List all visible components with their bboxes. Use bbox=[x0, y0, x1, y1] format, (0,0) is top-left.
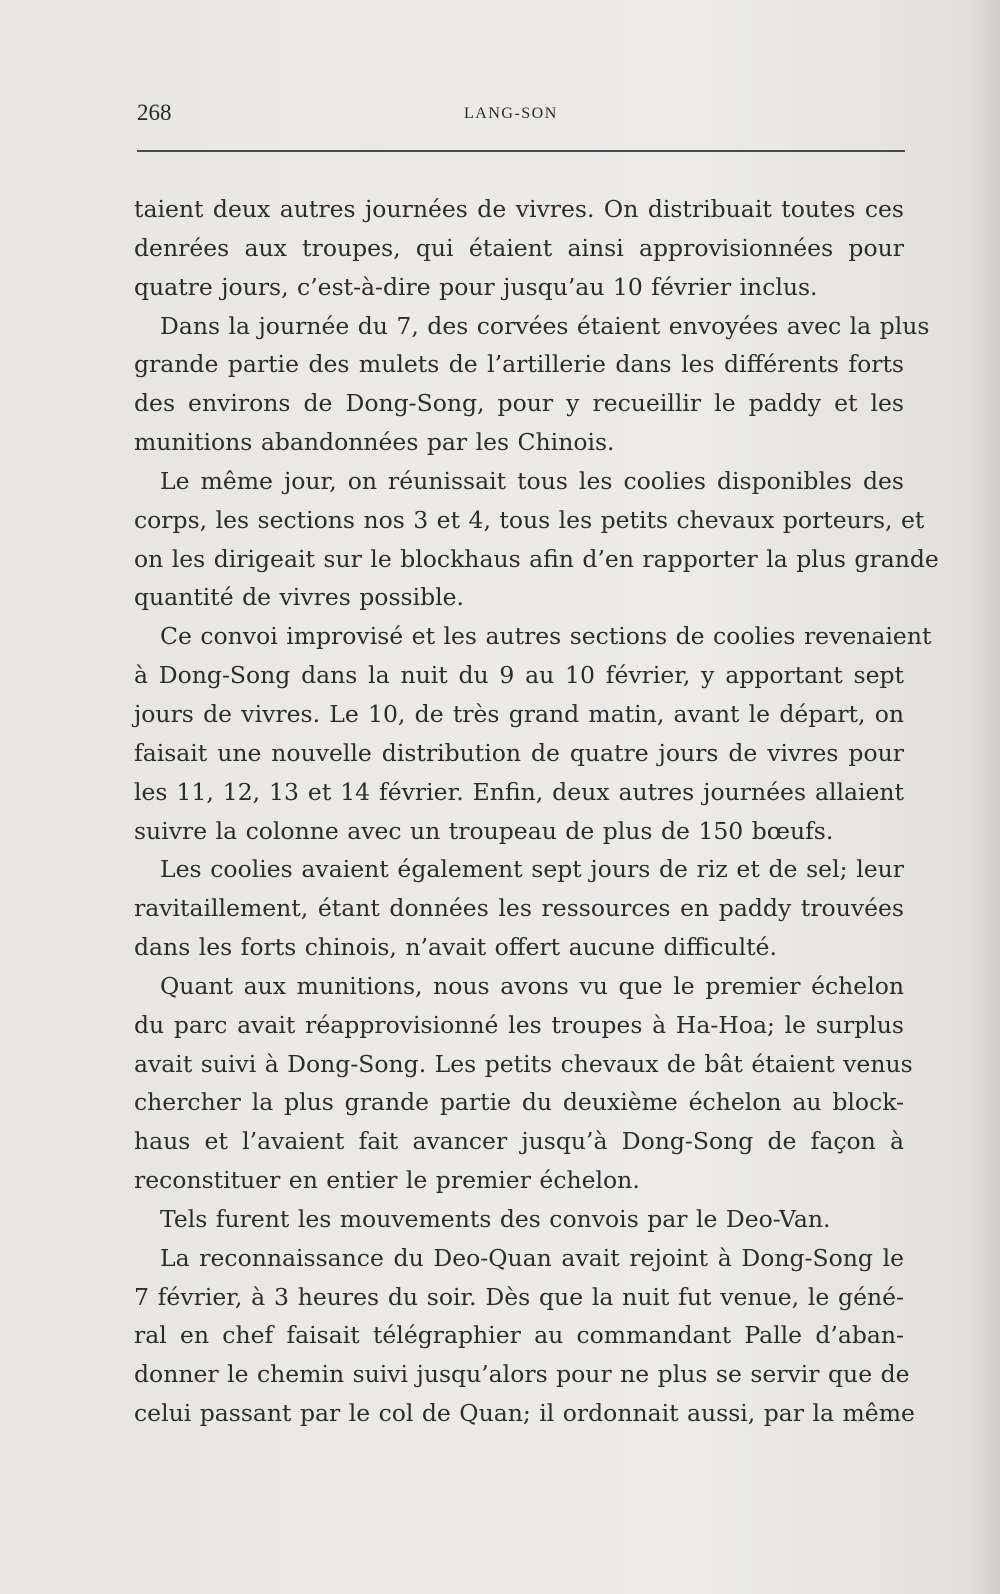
text-line: avait suivi à Dong-Song. Les petits chevaux de bât étaient venus bbox=[134, 1049, 913, 1078]
text-line: ral en chef faisait télégraphier au commandant Palle d’aban- bbox=[134, 1321, 904, 1350]
text-line: dans les forts chinois, n’avait offert aucune difficulté. bbox=[134, 933, 777, 962]
page-header bbox=[137, 100, 905, 130]
text-line: denrées aux troupes, qui étaient ainsi approvisionnées pour bbox=[134, 233, 904, 262]
text-line: donner le chemin suivi jusqu’alors pour ne plus se servir que de bbox=[134, 1360, 910, 1389]
text-line: des environs de Dong-Song, pour y recueillir le paddy et les bbox=[134, 389, 904, 418]
text-line: Le même jour, on réunissait tous les coolies disponibles des bbox=[160, 466, 904, 495]
text-line: grande partie des mulets de l’artillerie dans les différents forts bbox=[134, 350, 904, 379]
page-number: 268 bbox=[137, 100, 172, 125]
text-line: les 11, 12, 13 et 14 février. Enfin, deux autres journées allaient bbox=[134, 777, 904, 806]
text-line: Quant aux munitions, nous avons vu que le premier échelon bbox=[160, 971, 904, 1000]
text-line: quatre jours, c’est-à-dire pour jusqu’au 10 février inclus. bbox=[134, 272, 818, 301]
text-line: on les dirigeait sur le blockhaus afin d’en rapporter la plus grande bbox=[134, 544, 939, 573]
text-line: reconstituer en entier le premier échelon. bbox=[134, 1166, 640, 1195]
text-line: 7 février, à 3 heures du soir. Dès que la nuit fut venue, le géné- bbox=[134, 1282, 904, 1311]
text-line: La reconnaissance du Deo-Quan avait rejoint à Dong-Song le bbox=[160, 1243, 904, 1272]
text-line: jours de vivres. Le 10, de très grand matin, avant le départ, on bbox=[134, 699, 904, 728]
text-line: Dans la journée du 7, des corvées étaient envoyées avec la plus bbox=[160, 311, 930, 340]
header-rule bbox=[137, 150, 905, 152]
body-text bbox=[134, 190, 939, 1433]
text-line: ravitaillement, étant données les ressources en paddy trouvées bbox=[134, 894, 904, 923]
text-line: du parc avait réapprovisionné les troupes à Ha-Hoa; le surplus bbox=[134, 1010, 904, 1039]
text-line: Tels furent les mouvements des convois par le Deo-Van. bbox=[160, 1204, 831, 1233]
text-line: suivre la colonne avec un troupeau de plus de 150 bœufs. bbox=[134, 816, 834, 845]
text-line: taient deux autres journées de vivres. On distribuait toutes ces bbox=[134, 195, 904, 223]
text-line: celui passant par le col de Quan; il ordonnait aussi, par la même bbox=[134, 1399, 915, 1428]
text-line: faisait une nouvelle distribution de quatre jours de vivres pour bbox=[134, 738, 904, 767]
text-line: à Dong-Song dans la nuit du 9 au 10 février, y apportant sept bbox=[134, 661, 904, 690]
text-line: haus et l’avaient fait avancer jusqu’à Dong-Song de façon à bbox=[134, 1127, 904, 1156]
running-head: LANG-SON bbox=[464, 105, 558, 122]
text-line: Les coolies avaient également sept jours de riz et de sel; leur bbox=[160, 855, 904, 884]
text-line: quantité de vivres possible. bbox=[134, 583, 465, 612]
text-line: Ce convoi improvisé et les autres sections de coolies revenaient bbox=[160, 622, 932, 651]
text-line: munitions abandonnées par les Chinois. bbox=[134, 428, 615, 457]
text-line: chercher la plus grande partie du deuxième échelon au block- bbox=[134, 1088, 904, 1117]
text-line: corps, les sections nos 3 et 4, tous les petits chevaux porteurs, et bbox=[134, 505, 925, 534]
